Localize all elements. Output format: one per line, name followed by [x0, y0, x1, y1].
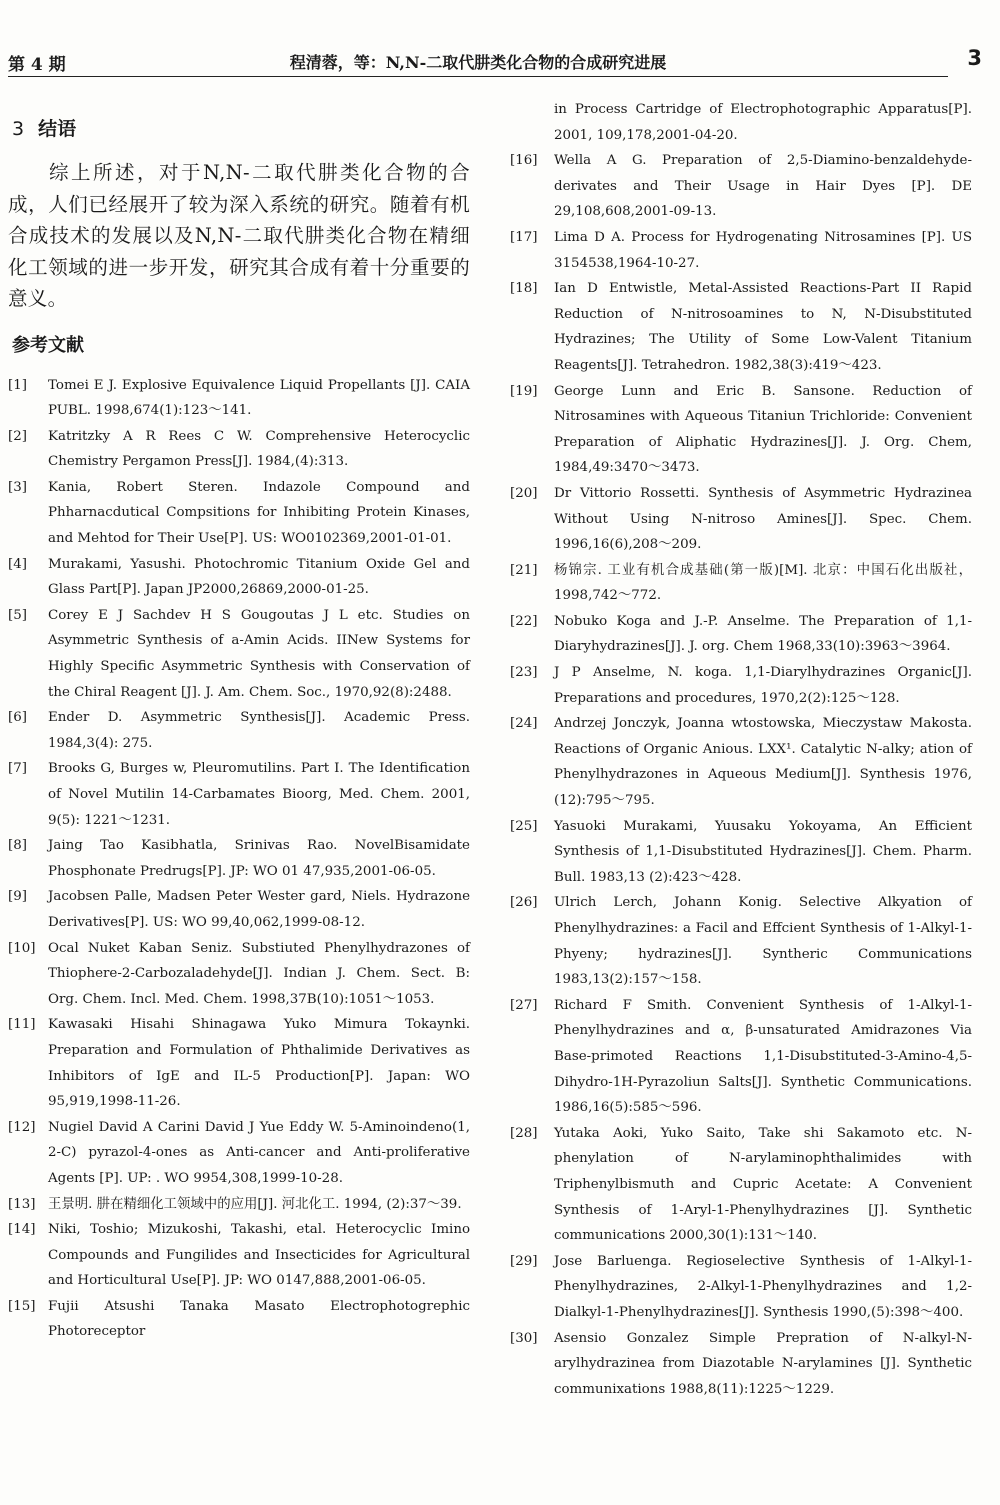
reference-text: Yutaka Aoki, Yuko Saito, Take shi Sakamoto etc. N-phenylation of N-arylaminophthalimides with Triphenylbismuth and Cupric Acetate: A Convenient Synthesis of 1-Aryl-1-Phenylhydrazines [J]. Synthetic communications 2000,30(1):131～140. — [554, 1125, 972, 1244]
reference-item — [510, 379, 972, 481]
reference-number: [24] — [510, 716, 538, 732]
reference-item — [510, 993, 972, 1121]
reference-text: Kania, Robert Steren. Indazole Compound and Phharnacdutical Compsitions for Inhibiting Protein Kinases, and Mehtod for Their Use[P]. US: WO0102369,2001-01-01. — [48, 479, 470, 547]
reference-text: Jacobsen Palle, Madsen Peter Wester gard, Niels. Hydrazone Derivatives[P]. US: WO 99,40,062,1999-08-12. — [48, 889, 470, 930]
reference-item — [8, 552, 470, 603]
reference-number: [4] — [8, 556, 27, 572]
reference-text: Fujii Atsushi Tanaka Masato Electrophotogrephic Photoreceptor — [48, 1298, 470, 1340]
reference-item — [510, 1249, 972, 1326]
reference-number: [19] — [510, 383, 538, 399]
reference-item — [510, 558, 972, 609]
reference-number: [23] — [510, 665, 538, 681]
reference-text: J P Anselme, N. koga. 1,1-Diarylhydrazines Organic[J]. Preparations and procedures, 1970,2(2):125～128. — [554, 665, 972, 706]
reference-text: Jaing Tao Kasibhatla, Srinivas Rao. NovelBisamidate Phosphonate Predrugs[P]. JP: WO 01 47,935,2001-06-05. — [48, 838, 470, 879]
reference-number: [1] — [8, 377, 27, 393]
reference-number: [8] — [8, 838, 27, 854]
reference-number: [17] — [510, 229, 538, 245]
reference-number: [2] — [8, 428, 27, 444]
conclusion-paragraph: 综上所述，对于N,N-二取代肼类化合物的合成，人们已经展开了较为深入系统的研究。随着有机合成技术的发展以及N,N-二取代肼类化合物在精细化工领域的进一步开发，研究其合成有着十分重要的意义。 — [8, 161, 470, 310]
reference-item — [510, 225, 972, 276]
reference-text: in Process Cartridge of Electrophotographic Apparatus[P]. 2001, 109,178,2001-04-20. — [554, 102, 972, 143]
reference-item — [510, 148, 972, 225]
reference-text: Nugiel David A Carini David J Yue Eddy W. 5-Aminoindeno(1, 2-C) pyrazol-4-ones as Anti-cancer and Anti-proliferative Agents [P]. UP: . WO 9954,308,1999-10-28. — [48, 1119, 470, 1186]
reference-text: Wella A G. Preparation of 2,5-Diamino-benzaldehyde-derivates and Their Usage in Hair Dyes [P]. DE 29,108,608,2001-09-13. — [554, 153, 972, 220]
reference-number: [7] — [8, 761, 27, 777]
reference-list-left — [8, 373, 470, 1346]
reference-text: Tomei E J. Explosive Equivalence Liquid Propellants [J]. CAIA PUBL. 1998,674(1):123～141. — [48, 377, 470, 419]
reference-item — [8, 1012, 470, 1114]
reference-text: Nobuko Koga and J.-P. Anselme. The Preparation of 1,1-Diaryhydrazines[J]. J. org. Chem 1968,33(10):3963～3964. — [554, 613, 972, 655]
reference-text: 杨锦宗. 工业有机合成基础(第一版)[M]. 北京：中国石化出版社，1998,742～772. — [554, 562, 972, 604]
reference-text: Ender D. Asymmetric Synthesis[J]. Academic Press. 1984,3(4): 275. — [48, 710, 470, 751]
page-number: 3 — [967, 46, 982, 70]
reference-number: [16] — [510, 153, 538, 169]
reference-number: [21] — [510, 562, 538, 578]
section-number: 3 — [12, 118, 25, 140]
reference-item — [8, 936, 470, 1013]
reference-number: [5] — [8, 607, 27, 623]
reference-number: [10] — [8, 940, 36, 956]
reference-text: Kawasaki Hisahi Shinagawa Yuko Mimura Tokaynki. Preparation and Formulation of Phthalimide Derivatives as Inhibitors of IgE and IL-5 Production[P]. Japan: WO 95,919,1998-11-26. — [48, 1017, 470, 1110]
reference-item — [8, 833, 470, 884]
reference-item — [8, 1192, 470, 1218]
reference-number: [22] — [510, 613, 538, 629]
reference-text: Murakami, Yasushi. Photochromic Titanium Oxide Gel and Glass Part[P]. Japan JP2000,26869,2000-01-25. — [48, 556, 470, 598]
reference-item — [8, 424, 470, 475]
reference-item — [510, 711, 972, 813]
reference-item — [510, 609, 972, 660]
reference-number: [6] — [8, 710, 27, 726]
reference-item — [8, 1115, 470, 1192]
reference-item — [8, 1294, 470, 1345]
reference-item — [8, 705, 470, 756]
section-heading — [12, 114, 470, 141]
reference-item — [510, 481, 972, 558]
reference-text: Asensio Gonzalez Simple Prepration of N-alkyl-N-arylhydrazinea from Diazotable N-arylamines [J]. Synthetic communixations 1988,8(11):1225～1229. — [554, 1330, 972, 1397]
reference-number: [13] — [8, 1196, 36, 1212]
reference-number: [25] — [510, 818, 538, 834]
reference-text: 王景明. 肼在精细化工领域中的应用[J]. 河北化工. 1994, (2):37～39. — [48, 1196, 462, 1212]
page-header — [8, 44, 982, 77]
references-heading: 参考文献 — [12, 334, 84, 356]
reference-number: [27] — [510, 997, 538, 1013]
reference-number: [28] — [510, 1125, 538, 1141]
reference-item — [510, 660, 972, 711]
reference-number: [9] — [8, 889, 27, 905]
reference-item — [8, 756, 470, 833]
reference-item — [8, 373, 470, 424]
reference-continuation — [554, 97, 972, 148]
reference-text: Andrzej Jonczyk, Joanna wtostowska, Mieczystaw Makosta. Reactions of Organic Anious. LXX¹. Catalytic N-alky; ation of Phenylhydrazones in Aqueous Medium[J]. Synthesis 1976,(12):795～795. — [554, 716, 972, 809]
issue-label: 第 4 期 — [8, 55, 66, 75]
reference-number: [18] — [510, 281, 538, 297]
left-column — [8, 110, 470, 1345]
reference-text: Brooks G, Burges w, Pleuromutilins. Part I. The Identification of Novel Mutilin 14-Carbamates Bioorg, Med. Chem. 2001, 9(5): 1221～1231. — [48, 761, 470, 828]
reference-text: Lima D A. Process for Hydrogenating Nitrosamines [P]. US 3154538,1964-10-27. — [554, 229, 972, 271]
reference-item — [510, 276, 972, 378]
reference-text: Katritzky A R Rees C W. Comprehensive Heterocyclic Chemistry Pergamon Press[J]. 1984,(4):313. — [48, 428, 470, 470]
reference-item — [510, 1121, 972, 1249]
reference-text: Yasuoki Murakami, Yuusaku Yokoyama, An Efficient Synthesis of 1,1-Disubstituted Hydrazines[J]. Chem. Pharm. Bull. 1983,13 (2):423～428. — [554, 818, 972, 885]
reference-item — [510, 814, 972, 891]
right-column — [510, 97, 972, 1402]
reference-item — [8, 603, 470, 705]
reference-list-right — [510, 148, 972, 1402]
reference-number: [20] — [510, 485, 538, 501]
reference-item — [510, 1326, 972, 1403]
reference-text: Dr Vittorio Rossetti. Synthesis of Asymmetric Hydrazinea Without Using N-nitroso Amines[J]. Spec. Chem. 1996,16(6),208～209. — [554, 485, 972, 553]
running-title: 程清蓉，等：N,N-二取代肼类化合物的合成研究进展 — [289, 53, 667, 72]
reference-item — [510, 890, 972, 992]
reference-number: [29] — [510, 1253, 538, 1269]
reference-number: [26] — [510, 895, 538, 911]
reference-text: Ulrich Lerch, Johann Konig. Selective Alkyation of Phenylhydrazines: a Facil and Effcient Synthesis of 1-Alkyl-1-Phyeny; hydrazines[J]. Syntheric Communications 1983,13(2):157～158. — [554, 895, 972, 988]
reference-text: Niki, Toshio; Mizukoshi, Takashi, etal. Heterocyclic Imino Compounds and Fungilides and Insecticides for Agricultural and Horticultural Use[P]. JP: WO 0147,888,2001-06-05. — [48, 1222, 470, 1289]
reference-number: [11] — [8, 1017, 36, 1033]
reference-text: Richard F Smith. Convenient Synthesis of 1-Alkyl-1-Phenylhydrazines and α, β-unsaturated Amidrazones Via Base-primoted Reactions 1,1-Disubstituted-3-Amino-4,5-Dihydro-1H-Pyrazoliun Salts[J]. Synthetic Communications. 1986,16(5):585～596. — [554, 997, 972, 1116]
reference-number: [3] — [8, 479, 27, 495]
reference-number: [14] — [8, 1222, 36, 1238]
reference-item — [8, 475, 470, 552]
section-title: 结语 — [38, 118, 77, 140]
reference-item — [8, 1217, 470, 1294]
reference-text: Corey E J Sachdev H S Gougoutas J L etc. Studies on Asymmetric Synthesis of a-Amin Acids. IINew Systems for Highly Specific Asymmetric Synthesis with Conservation of the Chiral Reagent [J]. J. Am. Chem. Soc., 1970,92(8):2488. — [48, 607, 470, 700]
reference-text: George Lunn and Eric B. Sansone. Reduction of Nitrosamines with Aqueous Titaniun Trichloride: Convenient Preparation of Aliphatic Hydrazines[J]. J. Org. Chem, 1984,49:3470～3473. — [554, 383, 972, 476]
reference-item — [8, 884, 470, 935]
reference-number: [12] — [8, 1119, 36, 1135]
reference-number: [15] — [8, 1298, 36, 1314]
reference-text: Jose Barluenga. Regioselective Synthesis of 1-Alkyl-1-Phenylhydrazines, 2-Alkyl-1-Phenylhydrazines and 1,2-Dialkyl-1-Phenylhydrazines[J]. Synthesis 1990,(5):398～400. — [554, 1253, 972, 1320]
reference-text: Ocal Nuket Kaban Seniz. Substiuted Phenylhydrazones of Thiophere-2-Carbozaladehyde[J]. Indian J. Chem. Sect. B: Org. Chem. Incl. Med. Chem. 1998,37B(10):1051～1053. — [48, 940, 470, 1007]
reference-number: [30] — [510, 1330, 538, 1346]
reference-text: Ian D Entwistle, Metal-Assisted Reactions-Part II Rapid Reduction of N-nitrosoamines to N, N-Disubstituted Hydrazines; The Utility of Some Low-Valent Titanium Reagents[J]. Tetrahedron. 1982,38(3):419～423. — [554, 281, 972, 373]
